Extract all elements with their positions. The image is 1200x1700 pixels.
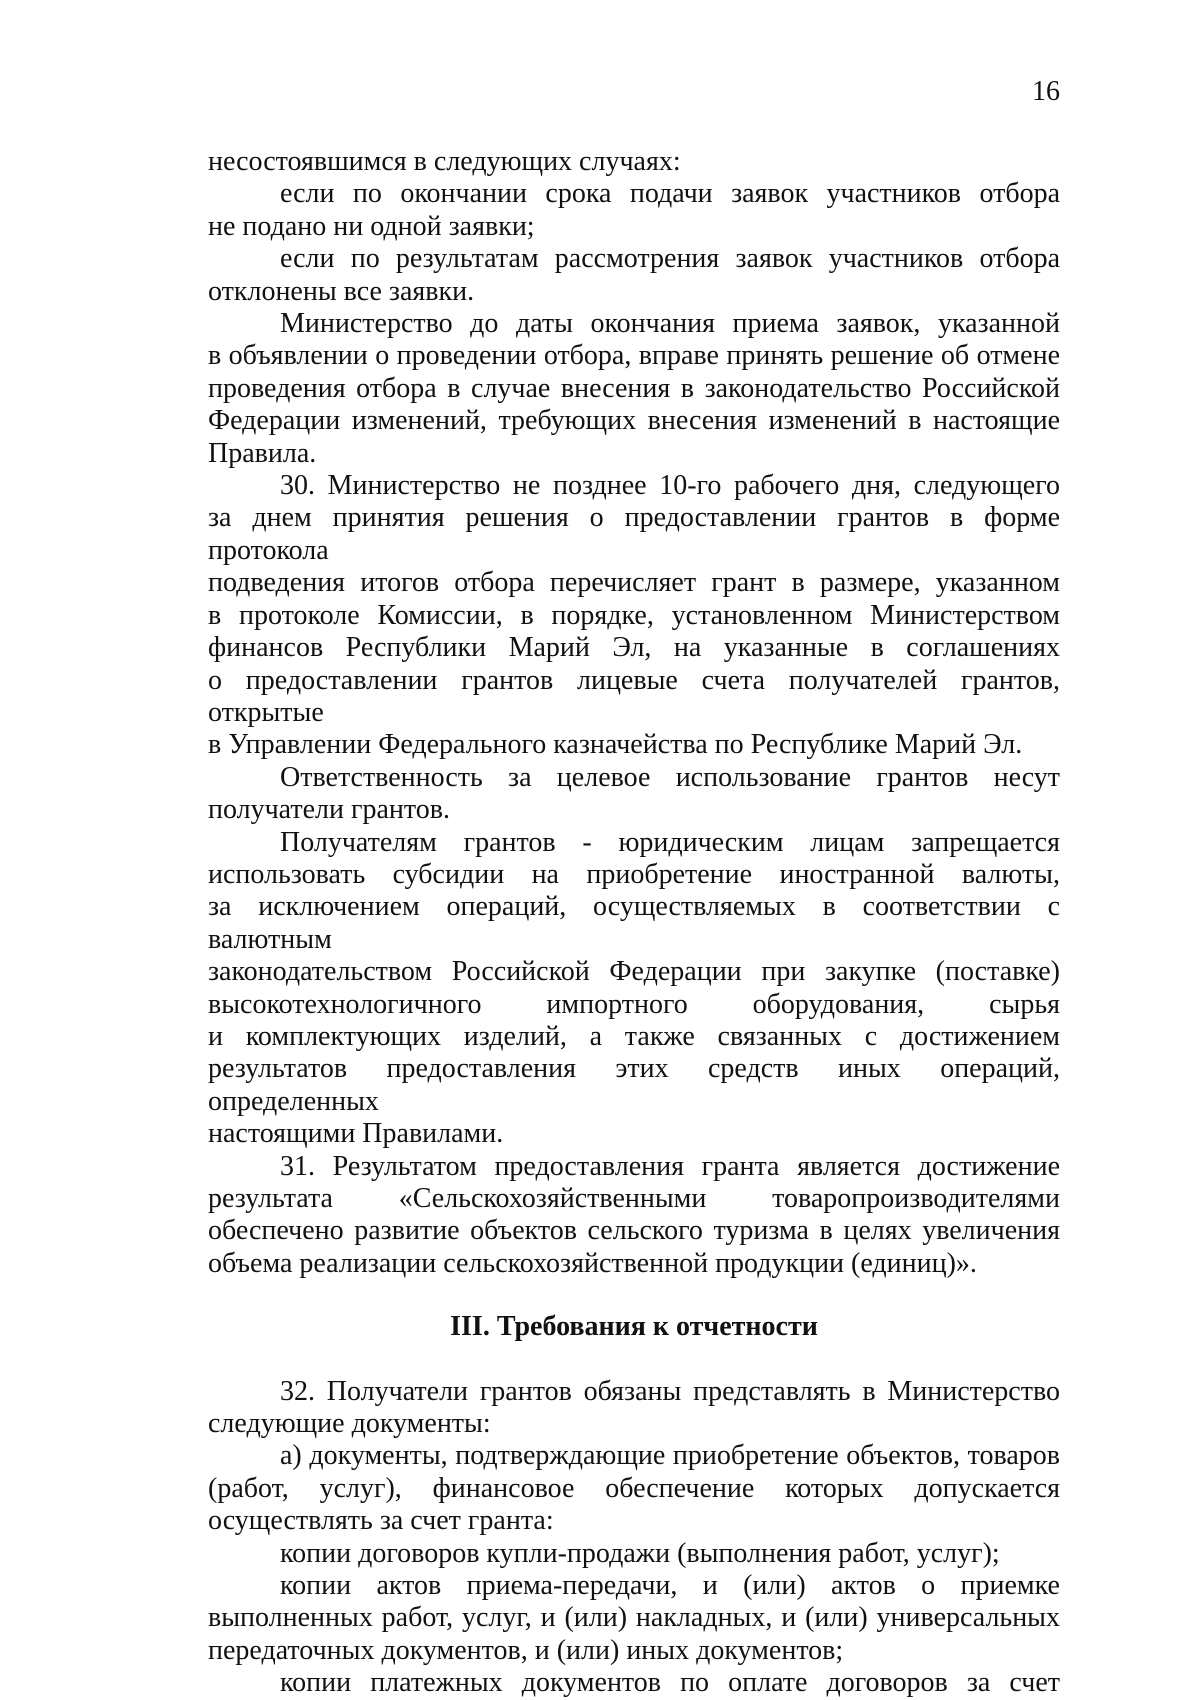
text-line: получатели грантов. xyxy=(208,794,450,826)
text-line: в протоколе Комиссии, в порядке, установленном Министерством xyxy=(208,599,1060,631)
text-line: и комплектующих изделий, а также связанных с достижением xyxy=(208,1020,1060,1052)
text-line: объема реализации сельскохозяйственной продукции (единиц)». xyxy=(208,1247,977,1279)
text-line: 30. Министерство не позднее 10-го рабочего дня, следующего xyxy=(280,470,1060,502)
text-line: подведения итогов отбора перечисляет грант в размере, указанном xyxy=(208,567,1060,599)
text-line: обеспечено развитие объектов сельского туризма в целях увеличения xyxy=(208,1215,1060,1247)
text-line: 32. Получатели грантов обязаны представлять в Министерство xyxy=(280,1375,1060,1407)
text-line: (работ, услуг), финансовое обеспечение которых допускается xyxy=(208,1472,1060,1504)
text-line: Федерации изменений, требующих внесения изменений в настоящие xyxy=(208,405,1060,437)
page-number: 16 xyxy=(1032,76,1060,107)
text-line: финансов Республики Марий Эл, на указанные в соглашениях xyxy=(208,632,1060,664)
text-line: использовать субсидии на приобретение иностранной валюты, xyxy=(208,858,1060,890)
text-before-heading xyxy=(208,146,1060,1280)
text-line: осуществлять за счет гранта: xyxy=(208,1505,554,1537)
text-line: о предоставлении грантов лицевые счета получателей грантов, открытые xyxy=(208,664,1060,728)
text-line: не подано ни одной заявки; xyxy=(208,210,535,242)
text-line: 31. Результатом предоставления гранта является достижение xyxy=(280,1150,1060,1182)
text-line: Правила. xyxy=(208,437,317,469)
text-line: выполненных работ, услуг, и (или) накладных, и (или) универсальных xyxy=(208,1602,1060,1634)
text-line: копии платежных документов по оплате договоров за счет xyxy=(280,1667,1060,1699)
text-line: несостоявшимся в следующих случаях: xyxy=(208,146,681,177)
text-line: следующие документы: xyxy=(208,1408,491,1440)
text-line: если по результатам рассмотрения заявок участников отбора xyxy=(280,243,1060,275)
text-line: за днем принятия решения о предоставлении грантов в форме протокола xyxy=(208,502,1060,566)
document-body xyxy=(208,146,1060,1700)
section-heading: III. Требования к отчетности xyxy=(450,1311,818,1343)
text-line: Министерство до даты окончания приема заявок, указанной xyxy=(280,308,1060,340)
text-line: высокотехнологичного импортного оборудования, сырья xyxy=(208,988,1060,1020)
text-after-heading xyxy=(208,1376,1060,1700)
text-line: результата «Сельскохозяйственными товаропроизводителями xyxy=(208,1183,1060,1214)
text-line: за исключением операций, осуществляемых в соответствии с валютным xyxy=(208,891,1060,955)
text-line: передаточных документов, и (или) иных документов; xyxy=(208,1634,844,1666)
text-line: результатов предоставления этих средств иных операций, определенных xyxy=(208,1053,1060,1117)
text-line: в объявлении о проведении отбора, вправе принять решение об отмене xyxy=(208,340,1060,372)
text-line: копии актов приема-передачи, и (или) актов о приемке xyxy=(280,1570,1060,1602)
text-line: законодательством Российской Федерации при закупке (поставке) xyxy=(208,956,1060,988)
text-line: настоящими Правилами. xyxy=(208,1118,504,1150)
text-line: а) документы, подтверждающие приобретение объектов, товаров xyxy=(280,1440,1060,1472)
text-line: отклонены все заявки. xyxy=(208,275,475,307)
text-line: проведения отбора в случае внесения в законодательство Российской xyxy=(208,372,1060,404)
text-line: если по окончании срока подачи заявок участников отбора xyxy=(280,178,1060,210)
text-line: Ответственность за целевое использование грантов несут xyxy=(280,761,1060,793)
text-line: Получателям грантов - юридическим лицам запрещается xyxy=(280,826,1060,858)
text-line: копии договоров купли-продажи (выполнения работ, услуг); xyxy=(280,1537,1000,1569)
text-line: в Управлении Федерального казначейства по Республике Марий Эл. xyxy=(208,729,1023,761)
